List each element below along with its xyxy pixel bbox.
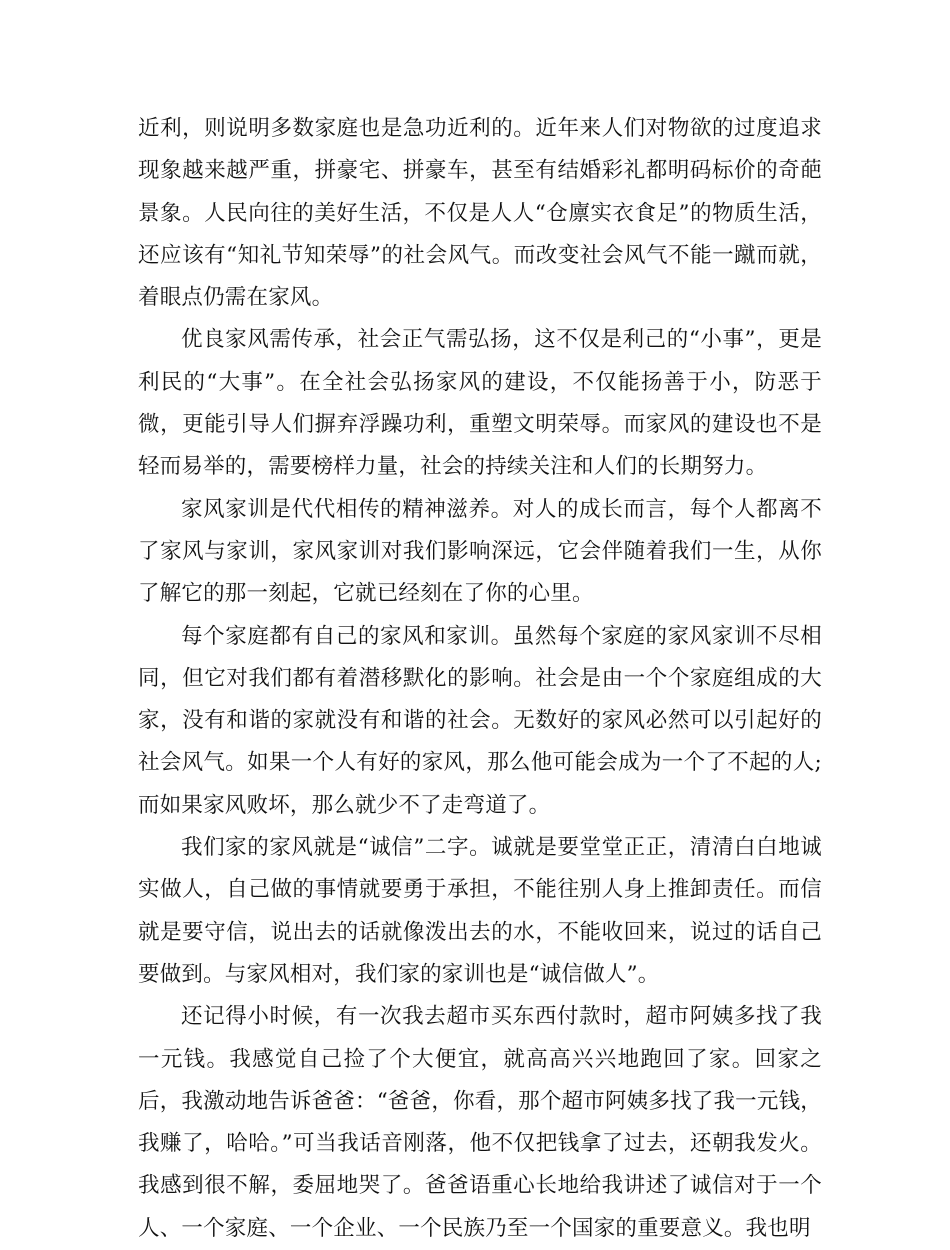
paragraph-3: 家风家训是代代相传的精神滋养。对人的成长而言，每个人都离不了家风与家训，家风家训对我们影响深远，它会伴随着我们一生，从你了解它的那一刻起，它就已经刻在了你的心里。 [138, 496, 822, 607]
paragraph-6: 还记得小时候，有一次我去超市买东西付款时，超市阿姨多找了我一元钱。我感觉自己捡了个大便宜，就高高兴兴地跑回了家。回家之后，我激动地告诉爸爸：“爸爸，你看，那个超市阿姨多找了我一元钱，我赚了，哈哈。”可当我话音刚落，他不仅把钱拿了过去，还朝我发火。我感到很不解，委屈地哭了。爸爸语重心长地给我讲述了诚信对于一个人、一个家庭、一个企业、一个民族乃至一个国家的重要意义。我也明 [138, 1004, 822, 1241]
paragraph-5: 我们家的家风就是“诚信”二字。诚就是要堂堂正正，清清白白地诚实做人，自己做的事情就要勇于承担，不能往别人身上推卸责任。而信就是要守信，说出去的话就像泼出去的水，不能收回来，说过的话自己要做到。与家风相对，我们家的家训也是“诚信做人”。 [138, 835, 822, 987]
paragraph-4: 每个家庭都有自己的家风和家训。虽然每个家庭的家风家训不尽相同，但它对我们都有着潜移默化的影响。社会是由一个个家庭组成的大家，没有和谐的家就没有和谐的社会。无数好的家风必然可以引起好的社会风气。如果一个人有好的家风，那么他可能会成为一个了不起的人;而如果家风败坏，那么就少不了走弯道了。 [138, 623, 822, 818]
document-body [138, 108, 822, 1250]
paragraph-1: 近利，则说明多数家庭也是急功近利的。近年来人们对物欲的过度追求现象越来越严重，拼豪宅、拼豪车，甚至有结婚彩礼都明码标价的奇葩景象。人民向往的美好生活，不仅是人人“仓廪实衣食足”的物质生活，还应该有“知礼节知荣辱”的社会风气。而改变社会风气不能一蹴而就，着眼点仍需在家风。 [138, 116, 822, 311]
paragraph-2: 优良家风需传承，社会正气需弘扬，这不仅是利己的“小事”，更是利民的“大事”。在全社会弘扬家风的建设，不仅能扬善于小，防恶于微，更能引导人们摒弃浮躁功利，重塑文明荣辱。而家风的建设也不是轻而易举的，需要榜样力量，社会的持续关注和人们的长期努力。 [138, 327, 822, 480]
